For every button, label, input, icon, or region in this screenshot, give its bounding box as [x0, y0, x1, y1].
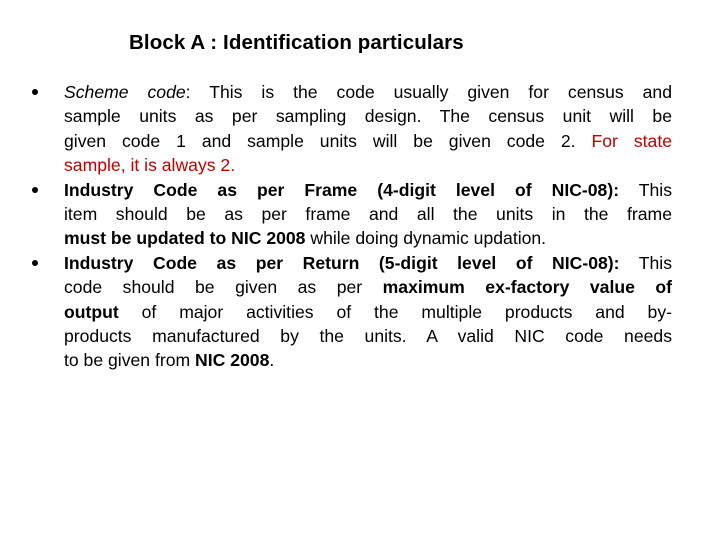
term-industry-code-frame: Industry Code as per Frame (4-digit level of NIC-08):	[64, 179, 620, 200]
highlight-line: sample, it is always 2.	[64, 155, 236, 176]
text-fragment: while doing dynamic updation.	[305, 228, 547, 249]
bullet-dot-icon	[32, 260, 38, 266]
emphasis-nic-2008: NIC 2008	[195, 350, 270, 371]
text-line: code should be given as per maximum ex-factory value of	[64, 277, 672, 298]
bullet-industry-code-frame	[32, 178, 672, 251]
text-line: to be given from NIC 2008.	[64, 350, 275, 371]
bullet-scheme-code	[32, 80, 672, 178]
term-colon: :	[185, 82, 191, 102]
term-scheme-code: Scheme code	[64, 82, 186, 102]
emphasis-nic-2008-update: must be updated to NIC 2008	[64, 228, 306, 249]
text-fragment: This is the code usually given for census and	[190, 82, 672, 102]
bullet-dot-icon	[32, 89, 38, 95]
text-line	[64, 80, 672, 104]
slide-title: Block A : Identification particulars	[129, 31, 464, 54]
text-line	[64, 226, 672, 250]
emphasis-fragment: output	[64, 301, 119, 322]
bullet-dot-icon	[32, 187, 38, 193]
text-line: output of major activities of the multiple products and by-	[64, 301, 672, 322]
text-line: Industry Code as per Frame (4-digit level of NIC-08): This	[64, 179, 672, 200]
highlight-fragment: For state	[591, 130, 672, 151]
bullet-list	[32, 80, 672, 373]
emphasis-fragment: maximum ex-factory value of	[382, 277, 672, 298]
end-punct: .	[269, 350, 275, 371]
text-line: given code 1 and sample units will be given code 2. For state	[64, 130, 672, 151]
term-industry-code-return: Industry Code as per Return (5-digit level of NIC-08):	[64, 252, 620, 273]
text-line: Industry Code as per Return (5-digit level of NIC-08): This	[64, 252, 673, 273]
bullet-industry-code-return	[32, 251, 672, 373]
text-line: item should be as per frame and all the units in the frame	[64, 203, 672, 224]
text-line: products manufactured by the units. A valid NIC code needs	[64, 325, 672, 346]
text-line: sample units as per sampling design. The census unit will be	[64, 106, 672, 127]
